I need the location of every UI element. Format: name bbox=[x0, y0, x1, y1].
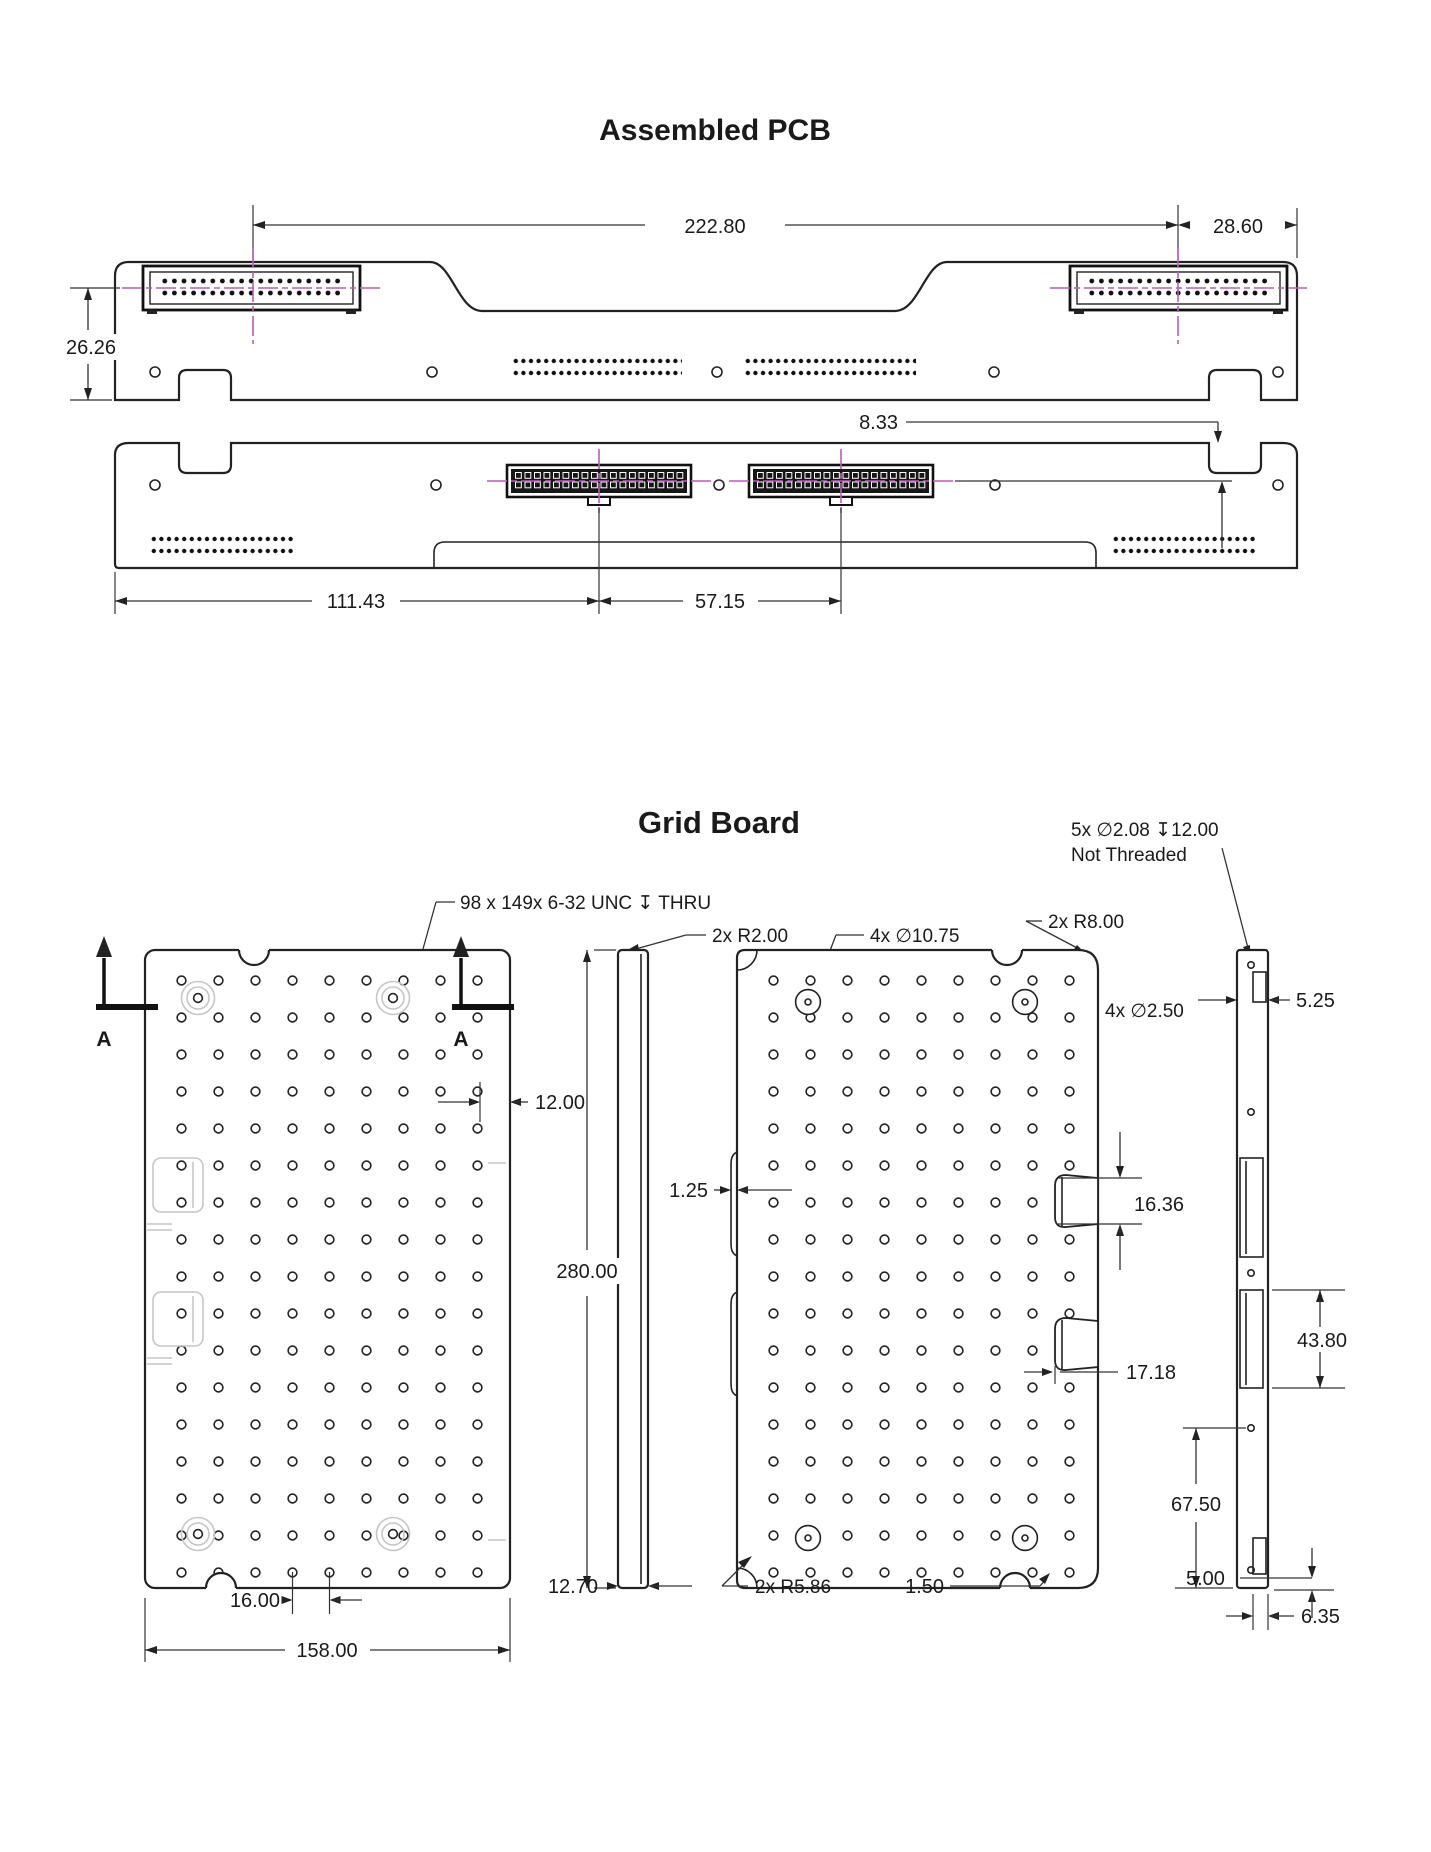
dim-tab-protrusion-label: 1.25 bbox=[669, 1180, 708, 1202]
section-label-right: A bbox=[453, 1028, 469, 1051]
note-corner-holes-line1: 5x ∅2.08 ↧12.00 bbox=[1071, 820, 1219, 841]
assembled-pcb-title: Assembled PCB bbox=[599, 114, 831, 147]
dim-board-width-label: 158.00 bbox=[296, 1640, 358, 1662]
dim-front-width bbox=[145, 1598, 510, 1662]
section-label-left: A bbox=[96, 1028, 112, 1051]
note-radius-large: 2x R8.00 bbox=[1048, 912, 1125, 933]
note-big-holes: 4x ∅10.75 bbox=[870, 926, 960, 947]
note-radius-small: 2x R2.00 bbox=[712, 926, 789, 947]
dim-slot-height bbox=[1272, 1290, 1358, 1388]
dim-board-height-label: 280.00 bbox=[556, 1261, 618, 1283]
dim-hole-to-bottom bbox=[1160, 1428, 1246, 1588]
dim-hole-to-bottom-label: 67.50 bbox=[1170, 1494, 1222, 1516]
via-cluster-bottom-right bbox=[1112, 535, 1257, 557]
callout-radius-large bbox=[1026, 912, 1124, 955]
dim-conn-pitch-label: 57.15 bbox=[694, 591, 746, 613]
assembled-pcb-section bbox=[56, 114, 1307, 614]
dim-bottom-margin-label: 5.00 bbox=[1186, 1568, 1225, 1590]
dim-edge-margin-label: 12.00 bbox=[535, 1092, 586, 1114]
pcb-top-view bbox=[115, 248, 1307, 400]
dim-left-to-conn-label: 111.43 bbox=[326, 591, 386, 613]
note-slot-radius: 2x R5.86 bbox=[755, 1577, 832, 1598]
dim-notch-offset-label: 1.50 bbox=[905, 1576, 944, 1598]
grid-board-title: Grid Board bbox=[638, 805, 800, 840]
dim-half-thickness-label: 6.35 bbox=[1301, 1606, 1340, 1628]
callout-corner-holes bbox=[1071, 820, 1250, 960]
note-grid-holes: 98 x 149x 6-32 UNC ↧ THRU bbox=[460, 893, 712, 914]
via-cluster-right bbox=[744, 357, 916, 379]
dim-tab-height-label: 16.36 bbox=[1134, 1194, 1185, 1216]
dim-conn-offset-label: 8.33 bbox=[859, 412, 898, 434]
dim-board-height bbox=[548, 950, 626, 1588]
dim-top-step-label: 5.25 bbox=[1296, 990, 1335, 1012]
callout-radius-small bbox=[624, 926, 788, 952]
dim-right-offset-label: 28.60 bbox=[1212, 216, 1264, 238]
dim-hole-pitch-label: 16.00 bbox=[229, 1590, 280, 1612]
note-corner-holes-line2: Not Threaded bbox=[1071, 845, 1187, 866]
dim-tab-width-label: 17.18 bbox=[1126, 1362, 1177, 1384]
grid-board-section bbox=[96, 805, 1358, 1662]
right-side-outline bbox=[1237, 950, 1268, 1588]
dim-board-width-label: 222.80 bbox=[684, 216, 746, 238]
dim-half-thickness bbox=[1226, 1594, 1340, 1630]
note-small-holes: 4x ∅2.50 bbox=[1105, 1001, 1184, 1022]
grid-board-right-side-view bbox=[1237, 950, 1268, 1588]
connector-tab-2 bbox=[1055, 1318, 1098, 1370]
via-cluster-left bbox=[512, 357, 682, 379]
pcb-bottom-view bbox=[115, 443, 1297, 568]
dim-thickness-label: 12.70 bbox=[547, 1576, 598, 1598]
dim-28-60 bbox=[1178, 216, 1297, 238]
dim-height-label: 26.26 bbox=[65, 337, 117, 359]
via-cluster-bottom-left bbox=[150, 535, 295, 557]
grid-board-back-view bbox=[731, 935, 1098, 1603]
dim-slot-height-label: 43.80 bbox=[1296, 1330, 1348, 1352]
connector-tab-1 bbox=[1055, 1175, 1098, 1227]
